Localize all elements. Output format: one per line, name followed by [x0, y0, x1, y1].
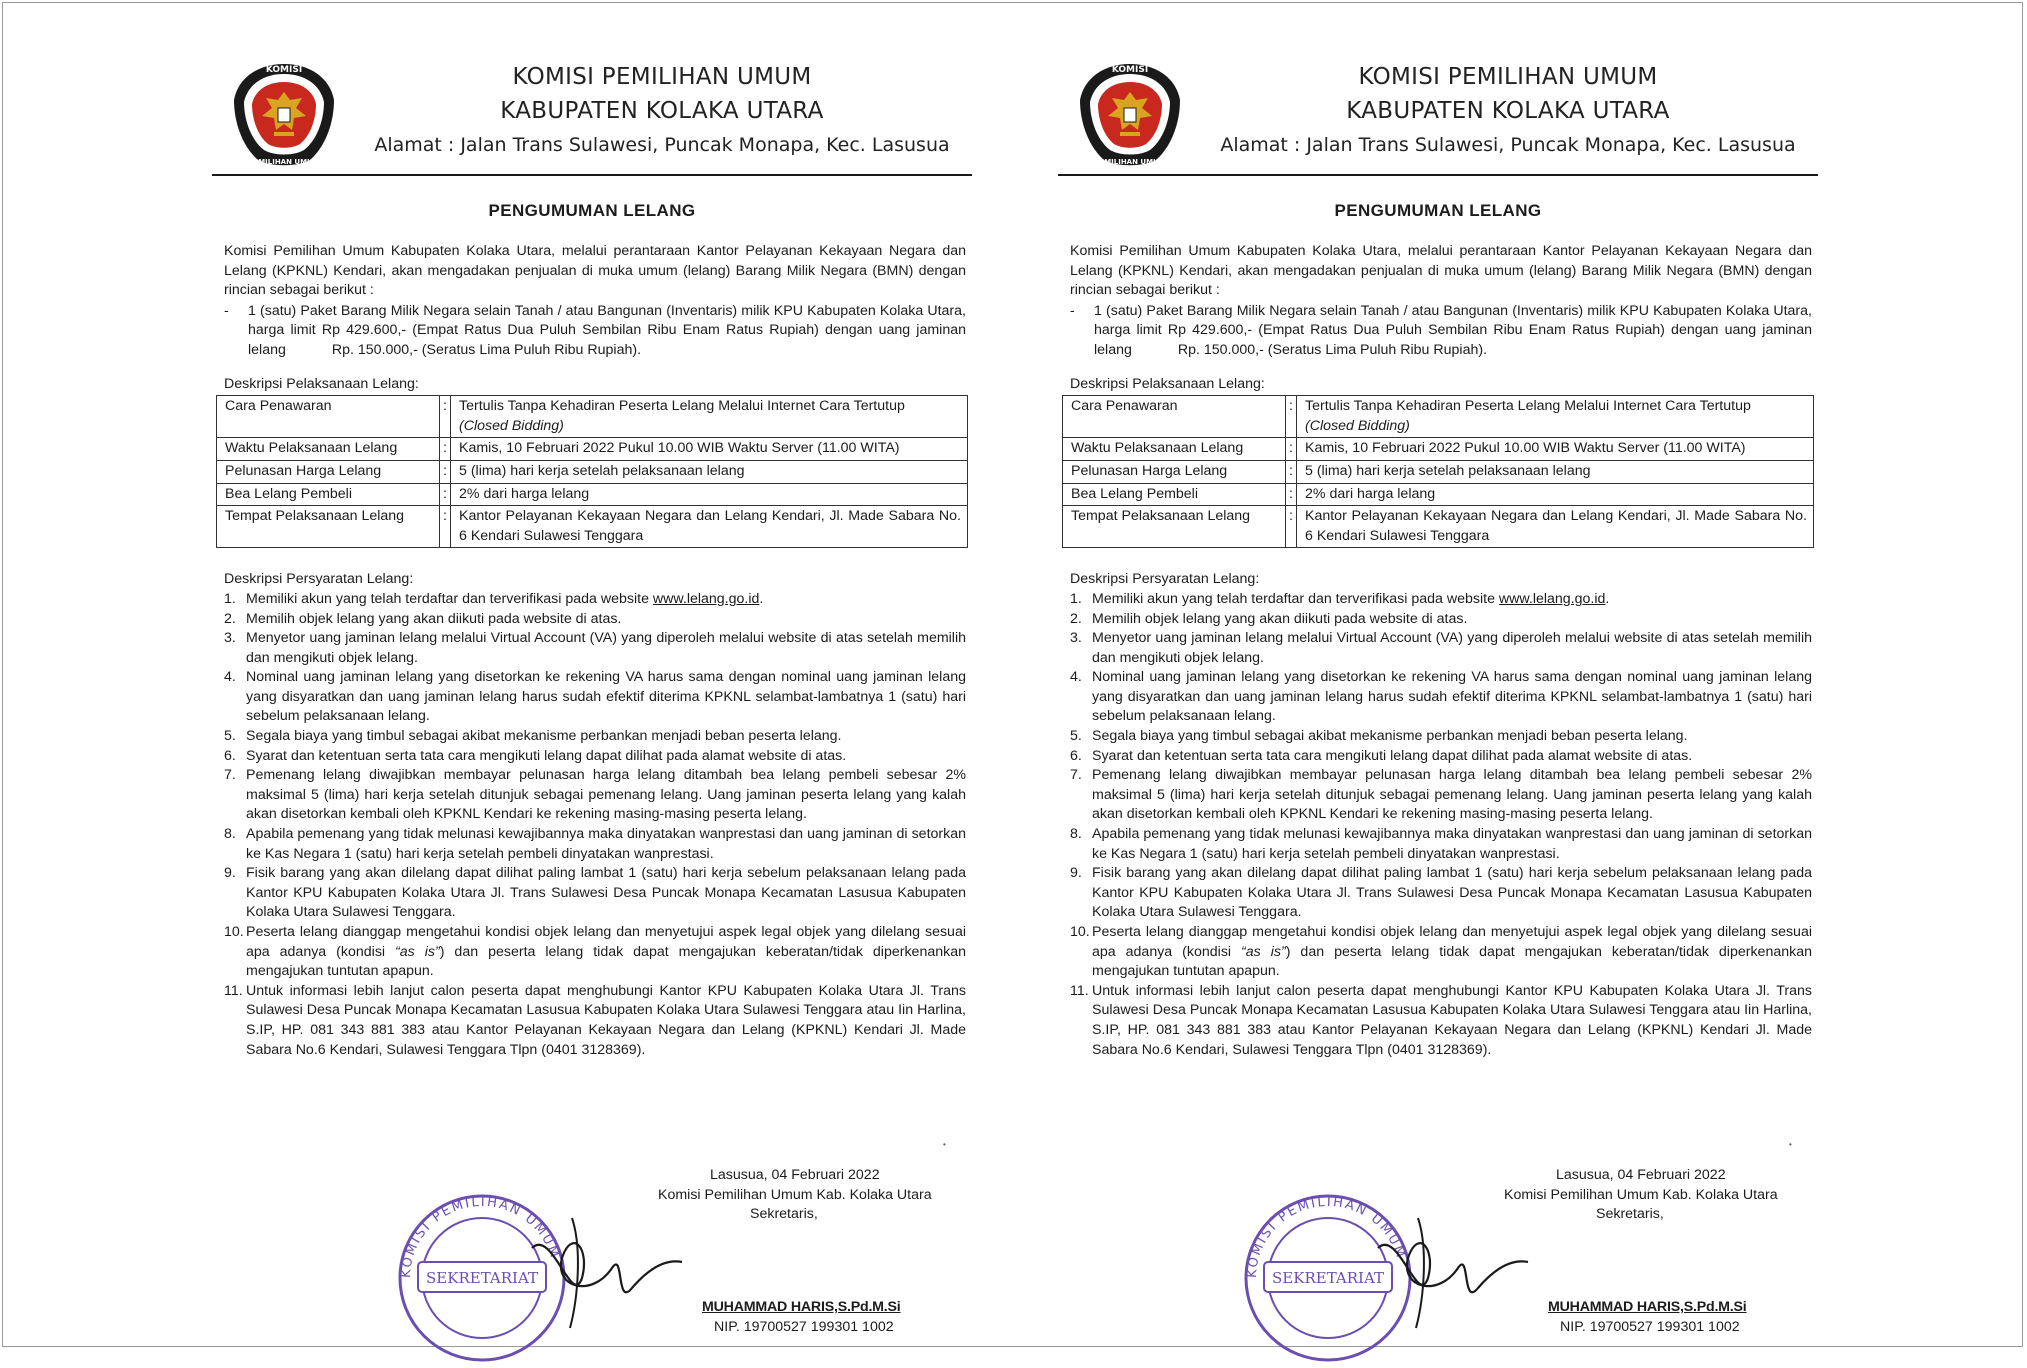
letterhead-rule: [1058, 174, 1818, 176]
place-date: Lasusua, 04 Februari 2022: [710, 1167, 880, 1183]
logo-text-top: KOMISI: [265, 65, 303, 75]
pelaksanaan-value: 5 (lima) hari kerja setelah pelaksanaan lelang: [1305, 462, 1591, 479]
item-jaminan: Rp. 150.000,- (Seratus Lima Puluh Ribu Rupiah).: [1177, 341, 1488, 358]
as-is-term: “as is”: [395, 943, 440, 960]
pelaksanaan-table: [1062, 395, 1814, 548]
persyaratan-item: [224, 825, 966, 864]
persyaratan-item: [224, 923, 966, 982]
announcement-page-right: [1058, 48, 1828, 1335]
persyaratan-number: 5.: [224, 728, 236, 745]
letterhead-text: [1198, 60, 1818, 160]
persyaratan-label: Deskripsi Persyaratan Lelang:: [224, 571, 414, 588]
pelaksanaan-sep: :: [1286, 438, 1297, 461]
persyaratan-item: [224, 629, 966, 668]
letterhead-text: [352, 60, 972, 160]
persyaratan-number: 10.: [1070, 924, 1090, 940]
document-body: [1070, 242, 1812, 1060]
persyaratan-item: [224, 610, 966, 630]
pelaksanaan-row: [1063, 460, 1814, 483]
persyaratan-number: 6.: [1070, 747, 1082, 764]
letterhead: [1058, 48, 1828, 174]
item-text: [1094, 302, 1812, 361]
persyaratan-text-block: [1092, 982, 1812, 1060]
pelaksanaan-label: Deskripsi Pelaksanaan Lelang:: [1070, 375, 1265, 392]
persyaratan-number: 5.: [1070, 728, 1082, 745]
persyaratan-item: [1070, 727, 1812, 747]
persyaratan-text-block: [1092, 629, 1812, 668]
pelaksanaan-row: [217, 396, 968, 438]
persyaratan-text-block: [1092, 727, 1812, 747]
pelaksanaan-row: [217, 438, 968, 461]
persyaratan-text: Pemenang lelang diwajibkan membayar pelunasan harga lelang ditambah bea lelang pembeli sebesar 2% maksimal 5 (lima) hari kerja setelah ditunjuk sebagai pemenang lelang. Uang jaminan peserta lelang yang kalah akan disetorkan kembali oleh KPKNL Kendari ke rekening masing-masing peserta lelang.: [246, 767, 966, 823]
persyaratan-text-block: [246, 610, 966, 630]
signatory-name: MUHAMMAD HARIS,S.Pd.M.Si: [702, 1299, 901, 1315]
pelaksanaan-value-cell: [451, 460, 968, 483]
persyaratan-item: [224, 864, 966, 923]
persyaratan-text: Apabila pemenang yang tidak melunasi kewajibannya maka dinyatakan wanprestasi dan uang jaminan di setorkan ke Kas Negara 1 (satu) hari kerja setelah pembeli dinyatakan wanprestasi.: [246, 826, 966, 862]
pelaksanaan-row: [1063, 506, 1814, 548]
persyaratan-text: Peserta lelang dianggap mengetahui kondisi objek lelang dan menyetujui aspek legal objek yang dilelang sesuai apa adanya (kondisi: [1092, 924, 1812, 960]
stamp-ring-text: KOMISI PEMILIHAN UMUM: [1244, 1194, 1409, 1279]
item-description: 1 (satu) Paket Barang Milik Negara selain Tanah / atau Bangunan (Inventaris) milik KPU Kabupaten Kolaka Utara, harga limit Rp 429.600,- (Empat Ratus Dua Puluh Sembilan Ribu Enam Ratus Rupiah) dengan uang jaminan lelang: [1094, 302, 1812, 358]
persyaratan-item: [1070, 629, 1812, 668]
logo-text-bottom: PEMILIHAN UMUM: [248, 158, 320, 166]
persyaratan-text-after: .: [1605, 590, 1610, 607]
pelaksanaan-value: Tertulis Tanpa Kehadiran Peserta Lelang Melalui Internet Cara Tertutup: [1305, 398, 1751, 415]
persyaratan-text-block: [246, 747, 966, 767]
as-is-term: “as is”: [1241, 943, 1286, 960]
persyaratan-text: Memilih objek lelang yang akan diikuti pada website di atas.: [1092, 610, 1468, 627]
pelaksanaan-sep: :: [440, 396, 451, 438]
persyaratan-number: 11.: [1070, 982, 1089, 999]
persyaratan-text: Menyetor uang jaminan lelang melalui Virtual Account (VA) yang diperoleh melalui website di atas setelah memilih dan mengikuti objek lelang.: [246, 630, 966, 666]
persyaratan-text: Menyetor uang jaminan lelang melalui Virtual Account (VA) yang diperoleh melalui website di atas setelah memilih dan mengikuti objek lelang.: [1092, 630, 1812, 666]
persyaratan-text-block: [246, 766, 966, 825]
pelaksanaan-value: Kamis, 10 Februari 2022 Pukul 10.00 WIB Waktu Server (11.00 WITA): [1305, 440, 1746, 457]
persyaratan-item: [224, 982, 966, 1060]
pelaksanaan-value-cell: [451, 506, 968, 548]
persyaratan-text: Untuk informasi lebih lanjut calon peserta dapat menghubungi Kantor KPU Kabupaten Kolaka Utara Jl. Trans Sulawesi Desa Puncak Monapa Kecamatan Lasusua Kabupaten Kolaka Utara Sulawesi Tenggara atau Iin Harlina, S.IP, HP. 081 343 881 383 atau Kantor Pelayanan Kekayaan Negara dan Lelang (KPKNL) Kendari Jl. Made Sabara No.6 Kendari, Sulawesi Tenggara Tlpn (0401 3128369).: [1092, 982, 1812, 1058]
pelaksanaan-value: 5 (lima) hari kerja setelah pelaksanaan lelang: [459, 462, 745, 479]
pelaksanaan-value-cell: [451, 483, 968, 506]
pelaksanaan-value: Kantor Pelayanan Kekayaan Negara dan Lelang Kendari, Jl. Made Sabara No. 6 Kendari Sulawesi Tenggara: [1305, 508, 1807, 544]
logo-text-top: KOMISI: [1111, 65, 1149, 75]
stamp-ring-text: KOMISI PEMILIHAN UMUM: [398, 1194, 563, 1279]
intro-section: [1070, 242, 1812, 361]
persyaratan-text-block: [1092, 747, 1812, 767]
pelaksanaan-value-note: (Closed Bidding): [459, 417, 564, 434]
persyaratan-item: [1070, 668, 1812, 727]
persyaratan-number: 7.: [1070, 767, 1082, 784]
persyaratan-text-block: [246, 923, 966, 982]
item-jaminan: Rp. 150.000,- (Seratus Lima Puluh Ribu Rupiah).: [331, 341, 642, 358]
pelaksanaan-value-cell: [1297, 506, 1814, 548]
persyaratan-text: Fisik barang yang akan dilelang dapat dilihat paling lambat 1 (satu) hari kerja sebelum pelaksanaan lelang pada Kantor KPU Kabupaten Kolaka Utara Jl. Trans Sulawesi Desa Puncak Monapa Kecamatan Lasusua Kabupaten Kolaka Utara Sulawesi Tenggara.: [1092, 865, 1812, 921]
signatory-name: MUHAMMAD HARIS,S.Pd.M.Si: [1548, 1299, 1747, 1315]
persyaratan-text: Syarat dan ketentuan serta tata cara mengikuti lelang dapat dilihat pada alamat website di atas.: [246, 747, 847, 764]
pelaksanaan-row: [217, 460, 968, 483]
persyaratan-item: [1070, 864, 1812, 923]
persyaratan-text-block: [246, 629, 966, 668]
pelaksanaan-sep: :: [1286, 460, 1297, 483]
persyaratan-item: [1070, 590, 1812, 610]
pelaksanaan-key: Waktu Pelaksanaan Lelang: [1063, 438, 1286, 461]
persyaratan-text: Syarat dan ketentuan serta tata cara mengikuti lelang dapat dilihat pada alamat website di atas.: [1092, 747, 1693, 764]
pelaksanaan-label: Deskripsi Pelaksanaan Lelang:: [224, 375, 419, 392]
persyaratan-item: [1070, 825, 1812, 864]
intro-paragraph: Komisi Pemilihan Umum Kabupaten Kolaka Utara, melalui perantaraan Kantor Pelayanan Kekayaan Negara dan Lelang (KPKNL) Kendari, akan mengadakan penjualan di muka umum (lelang) Barang Milik Negara (BMN) dengan rincian sebagai berikut :: [224, 243, 966, 299]
persyaratan-text-after: ) dan peserta lelang tidak dapat mengajukan keberatan/tidak diperkenankan mengajukan tuntutan apapun.: [1092, 943, 1812, 980]
signature-org: Komisi Pemilihan Umum Kab. Kolaka Utara: [658, 1186, 932, 1203]
kpu-logo-icon: [1076, 60, 1184, 170]
persyaratan-item: [224, 766, 966, 825]
persyaratan-text-block: [1092, 668, 1812, 727]
kpu-logo-icon: [230, 60, 338, 170]
pelaksanaan-sep: :: [1286, 483, 1297, 506]
persyaratan-item: [1070, 982, 1812, 1060]
pelaksanaan-value-cell: [451, 438, 968, 461]
logo-text-bottom: PEMILIHAN UMUM: [1094, 158, 1166, 166]
pelaksanaan-sep: :: [440, 460, 451, 483]
persyaratan-number: 9.: [224, 865, 236, 882]
pelaksanaan-key: Tempat Pelaksanaan Lelang: [1063, 506, 1286, 548]
letterhead-address: Alamat : Jalan Trans Sulawesi, Puncak Monapa, Kec. Lasusua: [1220, 134, 1796, 156]
pelaksanaan-value-cell: [1297, 483, 1814, 506]
item-description: 1 (satu) Paket Barang Milik Negara selain Tanah / atau Bangunan (Inventaris) milik KPU Kabupaten Kolaka Utara, harga limit Rp 429.600,- (Empat Ratus Dua Puluh Sembilan Ribu Enam Ratus Rupiah) dengan uang jaminan lelang: [248, 302, 966, 358]
persyaratan-text-block: [1092, 766, 1812, 825]
pelaksanaan-key: Waktu Pelaksanaan Lelang: [217, 438, 440, 461]
signature-org: Komisi Pemilihan Umum Kab. Kolaka Utara: [1504, 1186, 1778, 1203]
announcement-page-left: [212, 48, 982, 1335]
persyaratan-label: Deskripsi Persyaratan Lelang:: [1070, 571, 1260, 588]
persyaratan-text: Memilih objek lelang yang akan diikuti pada website di atas.: [246, 610, 622, 627]
signature-role: Sekretaris,: [1596, 1206, 1664, 1223]
pelaksanaan-row: [1063, 483, 1814, 506]
persyaratan-text-block: [246, 982, 966, 1060]
pelaksanaan-sep: :: [1286, 506, 1297, 548]
persyaratan-number: 11.: [224, 982, 243, 999]
signature-role: Sekretaris,: [750, 1206, 818, 1223]
pelaksanaan-value: Tertulis Tanpa Kehadiran Peserta Lelang Melalui Internet Cara Tertutup: [459, 398, 905, 415]
item-text: [248, 302, 966, 361]
lelang-website-link[interactable]: www.lelang.go.id: [652, 590, 760, 607]
persyaratan-number: 10.: [224, 924, 244, 940]
pelaksanaan-row: [1063, 396, 1814, 438]
persyaratan-text: Pemenang lelang diwajibkan membayar pelunasan harga lelang ditambah bea lelang pembeli sebesar 2% maksimal 5 (lima) hari kerja setelah ditunjuk sebagai pemenang lelang. Uang jaminan peserta lelang yang kalah akan disetorkan kembali oleh KPKNL Kendari ke rekening masing-masing peserta lelang.: [1092, 767, 1812, 823]
letterhead: [212, 48, 982, 174]
letterhead-line2: KABUPATEN KOLAKA UTARA: [500, 98, 824, 124]
item-dash: -: [224, 302, 229, 319]
persyaratan-number: 4.: [1070, 669, 1082, 686]
document-title: PENGUMUMAN LELANG: [1334, 201, 1542, 220]
persyaratan-text: Fisik barang yang akan dilelang dapat dilihat paling lambat 1 (satu) hari kerja sebelum pelaksanaan lelang pada Kantor KPU Kabupaten Kolaka Utara Jl. Trans Sulawesi Desa Puncak Monapa Kecamatan Lasusua Kabupaten Kolaka Utara Sulawesi Tenggara.: [246, 865, 966, 921]
persyaratan-item: [1070, 610, 1812, 630]
persyaratan-item: [1070, 766, 1812, 825]
persyaratan-text: Segala biaya yang timbul sebagai akibat mekanisme perbankan menjadi beban peserta lelang.: [246, 728, 842, 745]
persyaratan-text: Nominal uang jaminan lelang yang disetorkan ke rekening VA harus sama dengan nominal uang jaminan lelang yang disyaratkan dan uang jaminan lelang harus sudah efektif diterima KPKNL selambat-lambatnya 1 (satu) hari sebelum pelaksanaan lelang.: [1092, 669, 1812, 725]
lelang-website-link[interactable]: www.lelang.go.id: [1498, 590, 1606, 607]
document-title: PENGUMUMAN LELANG: [488, 201, 696, 220]
persyaratan-number: 6.: [224, 747, 236, 764]
pelaksanaan-sep: :: [440, 506, 451, 548]
persyaratan-number: 9.: [1070, 865, 1082, 882]
persyaratan-item: [224, 727, 966, 747]
persyaratan-text-block: [246, 590, 966, 610]
persyaratan-text-block: [246, 864, 966, 923]
document-body: [224, 242, 966, 1060]
signature-block: [1498, 1166, 1798, 1335]
persyaratan-text-block: [246, 825, 966, 864]
pelaksanaan-value: 2% dari harga lelang: [459, 485, 590, 502]
letterhead-rule: [212, 174, 972, 176]
persyaratan-text-block: [1092, 610, 1812, 630]
persyaratan-item: [224, 747, 966, 767]
persyaratan-text-block: [1092, 923, 1812, 982]
persyaratan-text: Memiliki akun yang telah terdaftar dan terverifikasi pada website: [1092, 590, 1499, 607]
persyaratan-list: [1070, 590, 1812, 1060]
auction-item: [224, 302, 966, 361]
persyaratan-number: 8.: [224, 826, 236, 843]
scan-speck: •: [943, 1140, 946, 1149]
stamp-inner-text: SEKRETARIAT: [1272, 1269, 1384, 1287]
persyaratan-number: 2.: [1070, 610, 1082, 627]
signatory-nip: NIP. 19700527 199301 1002: [1560, 1319, 1740, 1335]
pelaksanaan-key: Tempat Pelaksanaan Lelang: [217, 506, 440, 548]
persyaratan-number: 8.: [1070, 826, 1082, 843]
persyaratan-number: 1.: [224, 590, 236, 607]
persyaratan-text: Peserta lelang dianggap mengetahui kondisi objek lelang dan menyetujui aspek legal objek yang dilelang sesuai apa adanya (kondisi: [246, 924, 966, 960]
stamp-inner-text: SEKRETARIAT: [426, 1269, 538, 1287]
pelaksanaan-row: [217, 506, 968, 548]
pelaksanaan-table: [216, 395, 968, 548]
pelaksanaan-value-cell: [1297, 396, 1814, 438]
pelaksanaan-key: Cara Penawaran: [217, 396, 440, 438]
persyaratan-text-block: [1092, 864, 1812, 923]
pelaksanaan-value-cell: [451, 396, 968, 438]
persyaratan-item: [1070, 923, 1812, 982]
persyaratan-text: Untuk informasi lebih lanjut calon peserta dapat menghubungi Kantor KPU Kabupaten Kolaka Utara Jl. Trans Sulawesi Desa Puncak Monapa Kecamatan Lasusua Kabupaten Kolaka Utara Sulawesi Tenggara atau Iin Harlina, S.IP, HP. 081 343 881 383 atau Kantor Pelayanan Kekayaan Negara dan Lelang (KPKNL) Kendari Jl. Made Sabara No.6 Kendari, Sulawesi Tenggara Tlpn (0401 3128369).: [246, 982, 966, 1058]
pelaksanaan-value-cell: [1297, 438, 1814, 461]
pelaksanaan-row: [217, 483, 968, 506]
persyaratan-text-after: ) dan peserta lelang tidak dapat mengajukan keberatan/tidak diperkenankan mengajukan tuntutan apapun.: [246, 943, 966, 980]
place-date: Lasusua, 04 Februari 2022: [1556, 1167, 1726, 1183]
pelaksanaan-value: Kantor Pelayanan Kekayaan Negara dan Lelang Kendari, Jl. Made Sabara No. 6 Kendari Sulawesi Tenggara: [459, 508, 961, 544]
item-dash: -: [1070, 302, 1075, 319]
persyaratan-number: 4.: [224, 669, 236, 686]
persyaratan-text-after: .: [759, 590, 764, 607]
persyaratan-item: [224, 590, 966, 610]
pelaksanaan-key: Bea Lelang Pembeli: [1063, 483, 1286, 506]
persyaratan-list: [224, 590, 966, 1060]
pelaksanaan-sep: :: [440, 483, 451, 506]
pelaksanaan-key: Bea Lelang Pembeli: [217, 483, 440, 506]
pelaksanaan-sep: :: [1286, 396, 1297, 438]
pelaksanaan-value: 2% dari harga lelang: [1305, 485, 1436, 502]
pelaksanaan-key: Cara Penawaran: [1063, 396, 1286, 438]
persyaratan-text: Nominal uang jaminan lelang yang disetorkan ke rekening VA harus sama dengan nominal uang jaminan lelang yang disyaratkan dan uang jaminan lelang harus sudah efektif diterima KPKNL selambat-lambatnya 1 (satu) hari sebelum pelaksanaan lelang.: [246, 669, 966, 725]
scan-speck: •: [1789, 1140, 1792, 1149]
pelaksanaan-row: [1063, 438, 1814, 461]
persyaratan-text-block: [1092, 825, 1812, 864]
persyaratan-number: 1.: [1070, 590, 1082, 607]
pelaksanaan-sep: :: [440, 438, 451, 461]
persyaratan-text-block: [1092, 590, 1812, 610]
letterhead-address: Alamat : Jalan Trans Sulawesi, Puncak Monapa, Kec. Lasusua: [374, 134, 950, 156]
pelaksanaan-value: Kamis, 10 Februari 2022 Pukul 10.00 WIB Waktu Server (11.00 WITA): [459, 440, 900, 457]
persyaratan-text: Segala biaya yang timbul sebagai akibat mekanisme perbankan menjadi beban peserta lelang.: [1092, 728, 1688, 745]
persyaratan-number: 2.: [224, 610, 236, 627]
signatory-nip: NIP. 19700527 199301 1002: [714, 1319, 894, 1335]
letterhead-line2: KABUPATEN KOLAKA UTARA: [1346, 98, 1670, 124]
persyaratan-item: [224, 668, 966, 727]
pelaksanaan-value-cell: [1297, 460, 1814, 483]
intro-paragraph: Komisi Pemilihan Umum Kabupaten Kolaka Utara, melalui perantaraan Kantor Pelayanan Kekayaan Negara dan Lelang (KPKNL) Kendari, akan mengadakan penjualan di muka umum (lelang) Barang Milik Negara (BMN) dengan rincian sebagai berikut :: [1070, 243, 1812, 299]
persyaratan-text-block: [246, 668, 966, 727]
intro-section: [224, 242, 966, 361]
letterhead-line1: KOMISI PEMILIHAN UMUM: [512, 64, 812, 90]
pelaksanaan-key: Pelunasan Harga Lelang: [217, 460, 440, 483]
auction-item: [1070, 302, 1812, 361]
persyaratan-text: Memiliki akun yang telah terdaftar dan terverifikasi pada website: [246, 590, 653, 607]
pelaksanaan-value-note: (Closed Bidding): [1305, 417, 1410, 434]
signature-block: [652, 1166, 952, 1335]
persyaratan-text: Apabila pemenang yang tidak melunasi kewajibannya maka dinyatakan wanprestasi dan uang jaminan di setorkan ke Kas Negara 1 (satu) hari kerja setelah pembeli dinyatakan wanprestasi.: [1092, 826, 1812, 862]
persyaratan-number: 7.: [224, 767, 236, 784]
persyaratan-number: 3.: [1070, 630, 1082, 647]
persyaratan-number: 3.: [224, 630, 236, 647]
persyaratan-text-block: [246, 727, 966, 747]
persyaratan-item: [1070, 747, 1812, 767]
letterhead-line1: KOMISI PEMILIHAN UMUM: [1358, 64, 1658, 90]
pelaksanaan-key: Pelunasan Harga Lelang: [1063, 460, 1286, 483]
